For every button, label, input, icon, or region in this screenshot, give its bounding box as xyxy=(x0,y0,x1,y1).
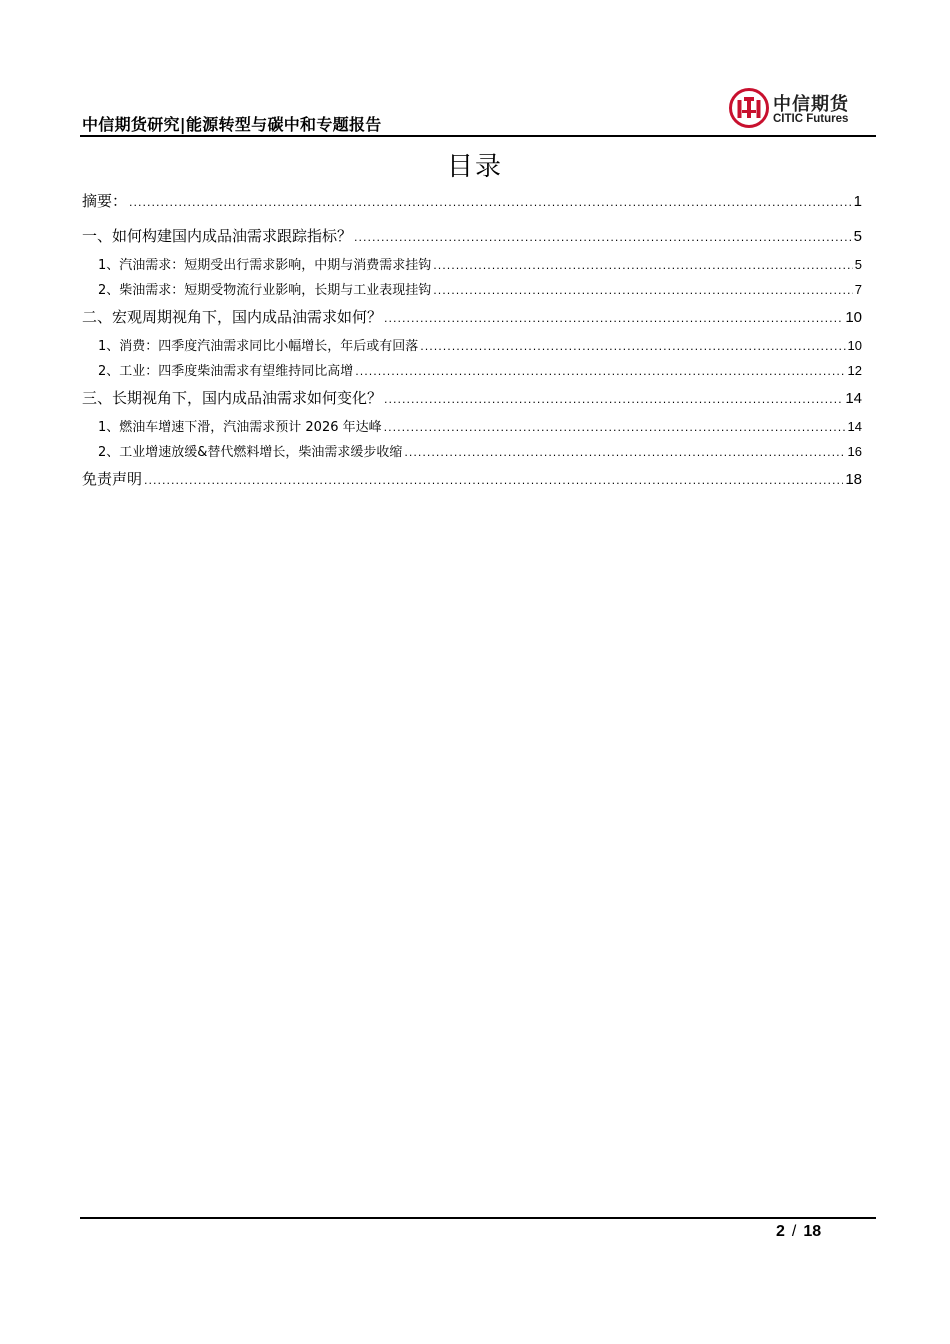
toc-entry-page: 5 xyxy=(853,228,862,245)
toc-leader-dots xyxy=(384,421,846,434)
toc-leader-dots xyxy=(144,474,843,487)
toc-leader-dots xyxy=(384,393,843,406)
toc-entry-page: 14 xyxy=(847,419,862,434)
page-number xyxy=(776,1223,821,1241)
header-divider xyxy=(80,135,876,137)
toc-leader-dots xyxy=(433,284,852,297)
footer-divider xyxy=(80,1217,876,1219)
toc-leader-dots xyxy=(420,340,845,353)
toc-leader-dots xyxy=(404,446,845,459)
toc-entry-section-1-2[interactable] xyxy=(82,279,862,298)
citic-futures-logo xyxy=(729,88,869,130)
logo-chinese-name: 中信期货 xyxy=(773,94,849,115)
toc-entry-disclaimer[interactable] xyxy=(82,468,862,489)
toc-entry-page: 5 xyxy=(854,257,862,272)
toc-entry-section-1[interactable] xyxy=(82,225,862,246)
toc-entry-section-3-1[interactable] xyxy=(82,416,862,435)
toc-leader-dots xyxy=(355,365,845,378)
toc-entry-text: 2、工业增速放缓&替代燃料增长，柴油需求缓步收缩 xyxy=(98,445,403,460)
toc-entry-text: 三、长期视角下，国内成品油需求如何变化？ xyxy=(82,389,383,407)
toc-entry-text: 2、柴油需求：短期受物流行业影响，长期与工业表现挂钩 xyxy=(98,283,432,298)
citic-logo-icon xyxy=(729,88,769,128)
toc-entry-page: 10 xyxy=(847,338,862,353)
toc-entry-section-2-1[interactable] xyxy=(82,335,862,354)
toc-entry-section-2[interactable] xyxy=(82,306,862,327)
toc-title: 目录 xyxy=(446,152,503,182)
toc-entry-text: 2、工业：四季度柴油需求有望维持同比高增 xyxy=(98,364,354,379)
toc-entry-abstract[interactable] xyxy=(82,190,862,211)
toc-entry-page: 18 xyxy=(845,471,862,488)
toc-leader-dots xyxy=(354,231,852,244)
toc-entry-text: 一、如何构建国内成品油需求跟踪指标？ xyxy=(82,227,353,245)
toc-entry-section-3-2[interactable] xyxy=(82,441,862,460)
toc-leader-dots xyxy=(433,259,852,272)
toc-entry-page: 12 xyxy=(847,363,862,378)
current-page: 2 xyxy=(776,1223,785,1240)
toc-entry-section-1-1[interactable] xyxy=(82,254,862,273)
toc-entry-text: 1、消费：四季度汽油需求同比小幅增长，年后或有回落 xyxy=(98,339,419,354)
toc-entry-text: 1、汽油需求：短期受出行需求影响，中期与消费需求挂钩 xyxy=(98,258,432,273)
toc-leader-dots xyxy=(129,196,852,209)
toc-entry-page: 7 xyxy=(854,282,862,297)
toc-leader-dots xyxy=(384,312,843,325)
toc-entry-section-2-2[interactable] xyxy=(82,360,862,379)
toc-entry-page: 14 xyxy=(845,390,862,407)
toc-entry-text: 1、燃油车增速下滑，汽油需求预计 2026 年达峰 xyxy=(98,420,382,435)
toc-entry-text: 免责声明 xyxy=(82,470,143,488)
toc-entry-page: 16 xyxy=(847,444,862,459)
logo-english-name: CITIC Futures xyxy=(773,113,849,125)
toc-entry-section-3[interactable] xyxy=(82,387,862,408)
total-pages: 18 xyxy=(803,1223,822,1240)
toc-entry-text: 摘要： xyxy=(82,192,128,210)
page-separator: / xyxy=(791,1223,797,1240)
report-header-title: 中信期货研究|能源转型与碳中和专题报告 xyxy=(82,115,382,134)
toc-entry-page: 10 xyxy=(845,309,862,326)
toc-entry-page: 1 xyxy=(853,193,862,210)
toc-entry-text: 二、宏观周期视角下，国内成品油需求如何？ xyxy=(82,308,383,326)
